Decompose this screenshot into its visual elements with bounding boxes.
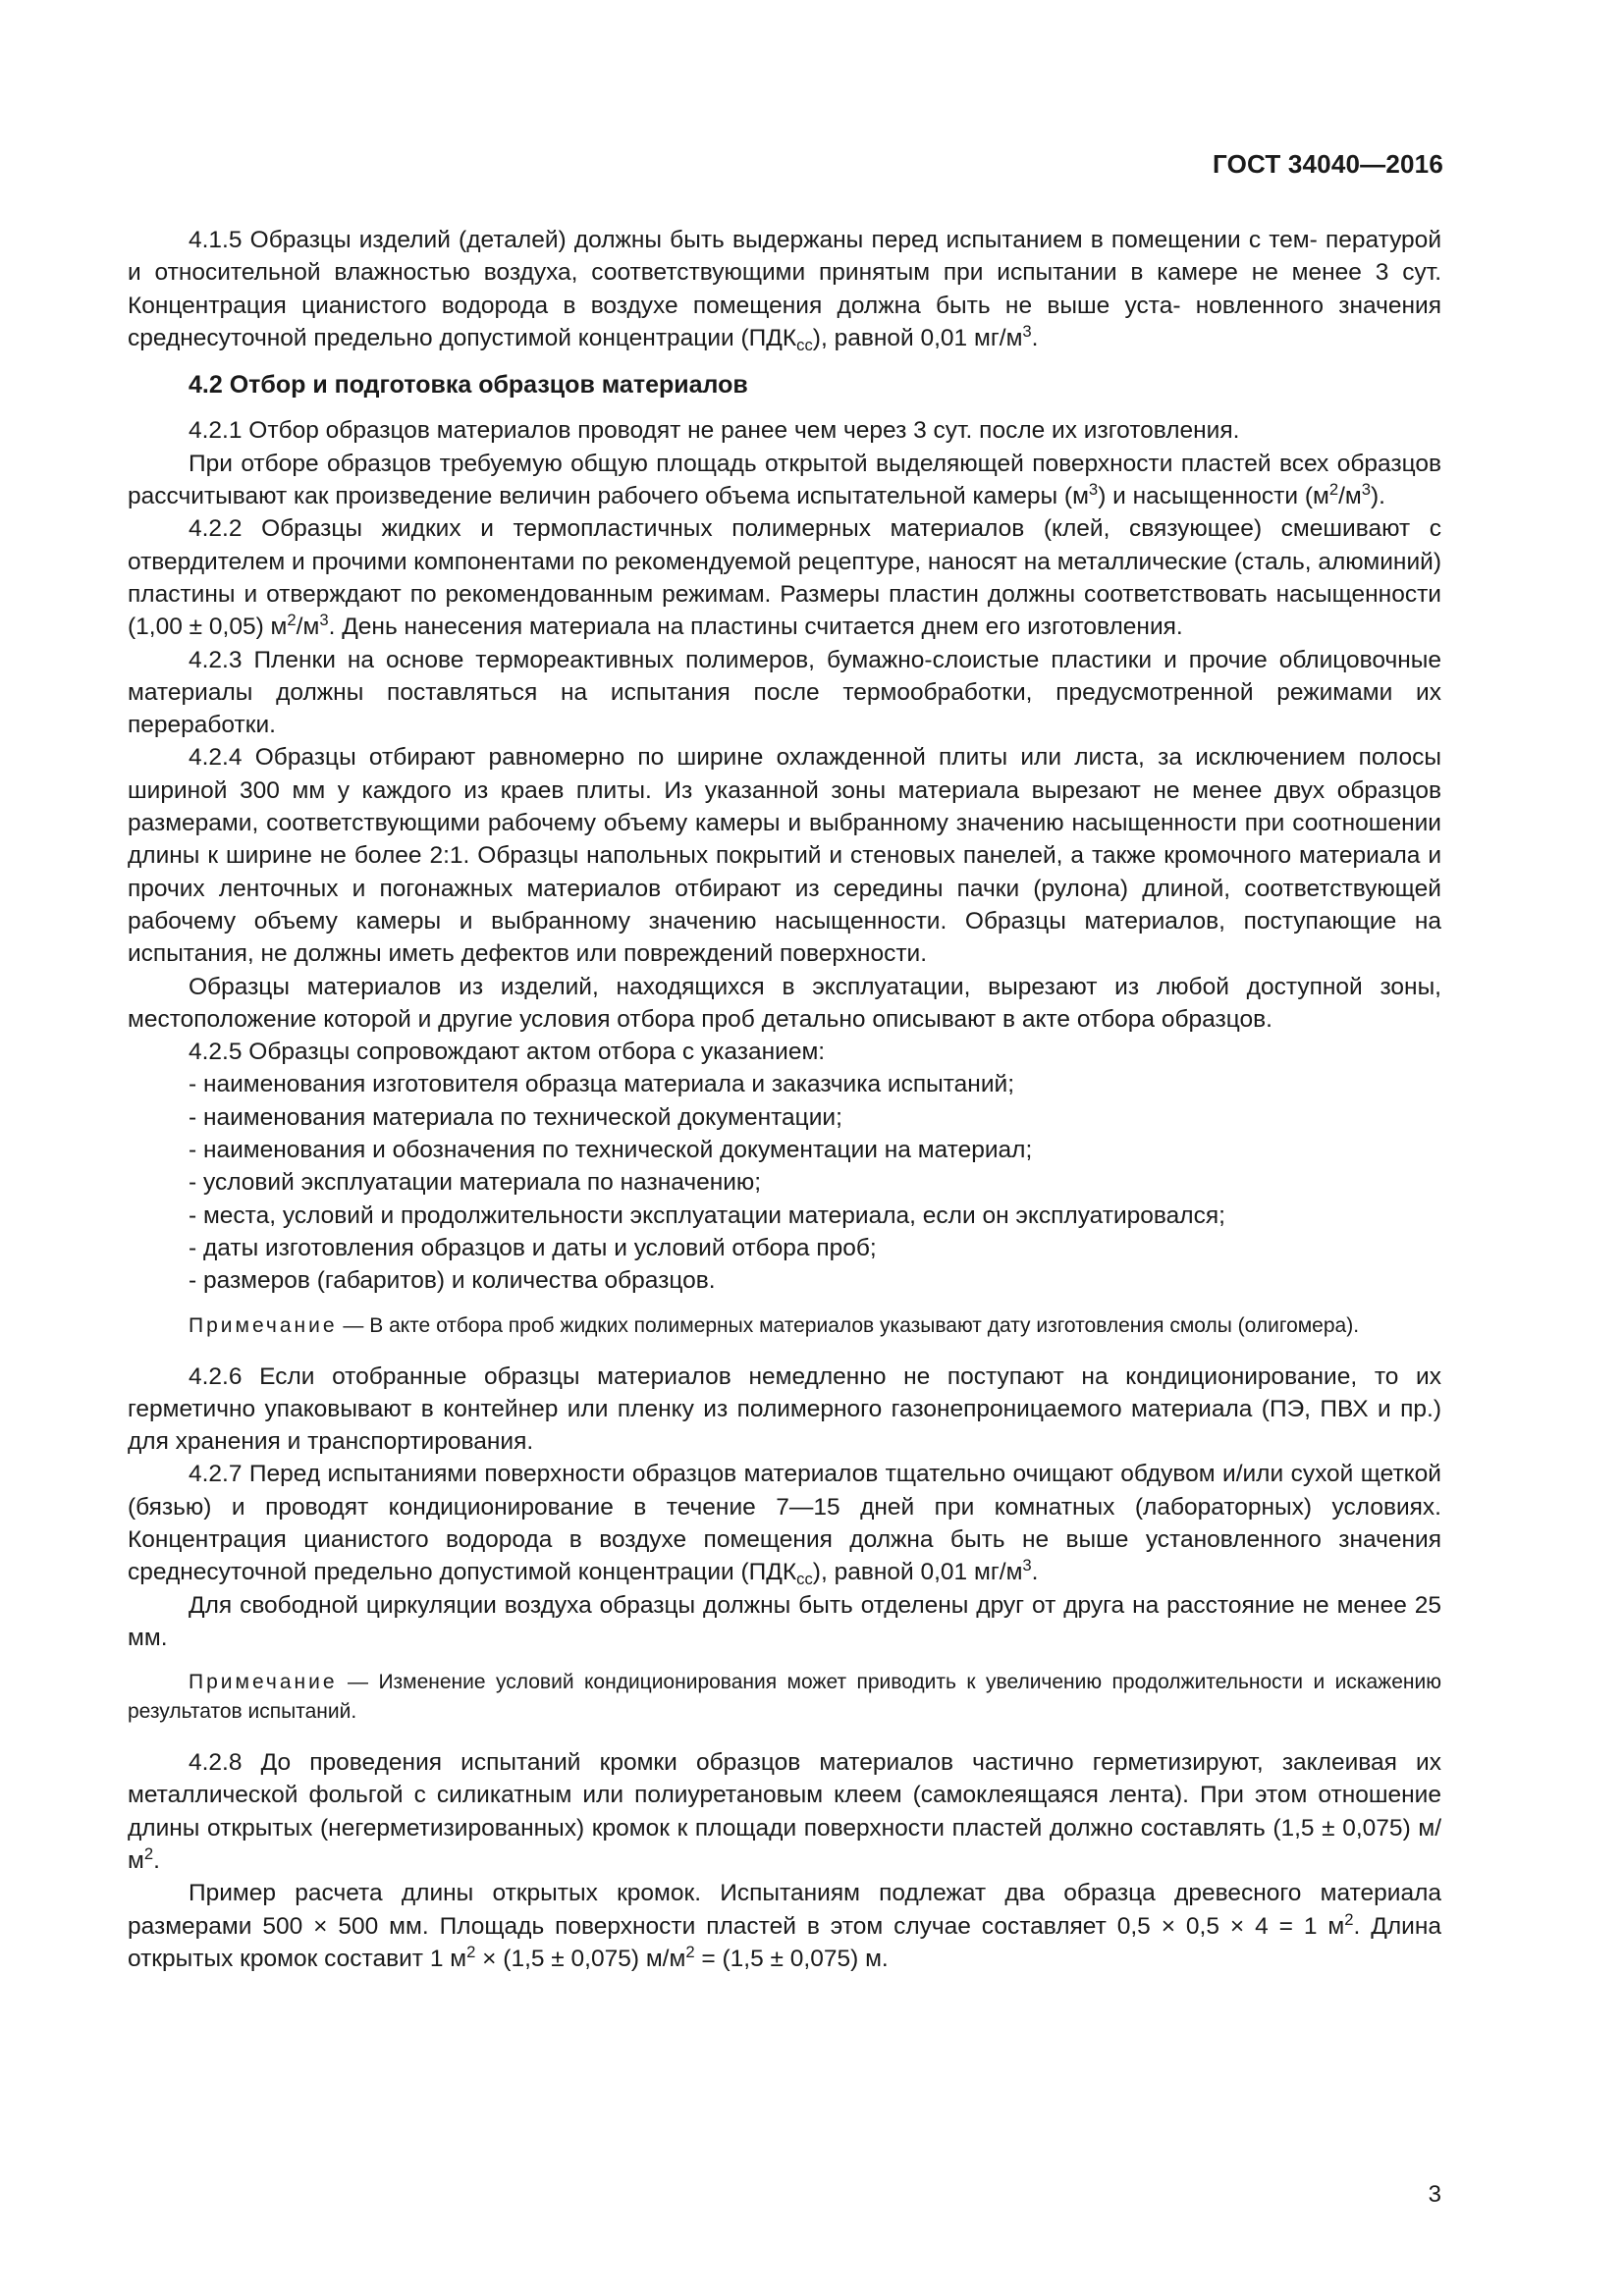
subscript: сс — [796, 1570, 813, 1589]
subscript: сс — [796, 335, 813, 354]
text-run: 4.2.2 Образцы жидких и термопластичных полимерных материалов (клей, связующее) смешивают с отвердителем и прочими компонентами по рекомендуемой рецептуре, наносят на металлические (сталь, алюминий) пластины и отверждают по рекомендованным режимам. Размеры пластин должны соответствовать насыщенности (1,00 ± 0,05) м — [128, 515, 1441, 641]
paragraph-4-2-8 — [128, 1746, 1441, 1877]
text-run: ) и насыщенности (м — [1098, 483, 1329, 510]
document-header-id: ГОСТ 34040—2016 — [1213, 149, 1443, 179]
paragraph-4-2-4: 4.2.4 Образцы отбирают равномерно по ширине охлажденной плиты или листа, за исключением полосы шириной 300 мм у каждого из краев плиты. Из указанной зоны материала вырезают не менее двух образцов размерами, соответствующими рабочему объему камеры и выбранному значению насыщенности при соотношении длины к ширине не более 2:1. Образцы напольных покрытий и стеновых панелей, а также кромочного материала и прочих ленточных и погонажных материалов отбирают из середины пачки (рулона) длиной, соответствующей рабочему объему камеры и выбранному значению насыщенности. Образцы материалов, поступающие на испытания, не должны иметь дефектов или повреждений поверхности. — [128, 744, 1441, 968]
note-1 — [128, 1311, 1441, 1341]
paragraph-4-2-4-in-service: Образцы материалов из изделий, находящихся в эксплуатации, вырезают из любой доступной зоны, местоположение которой и другие условия отбора проб детально описывают в акте отбора образцов. — [128, 973, 1441, 1033]
note-label: Примечание — [189, 1313, 338, 1337]
text-run: Пример расчета длины открытых кромок. Испытаниям подлежат два образца древесного материала размерами 500 × 500 мм. Площадь поверхности пластей в этом случае составляет 0,5 × 0,5 × 4 = 1 м — [128, 1880, 1441, 1940]
paragraph-4-2-3: 4.2.3 Пленки на основе термореактивных полимеров, бумажно-слоистые пластики и прочие облицовочные материалы должны поставляться на испытания после термообработки, предусмотренной режимами их переработки. — [128, 646, 1441, 739]
text-run: 4.2.8 До проведения испытаний кромки образцов материалов частично герметизируют, заклеивая их металлической фольгой с силикатным или полиуретановым клеем (самоклеящаяся лента). При этом отношение длины открытых (негерметизированных) кромок к площади поверхности пластей должно составлять (1,5 ± 0,075) м/м — [128, 1749, 1441, 1875]
paragraph-4-1-5 — [128, 224, 1441, 354]
text-run: = (1,5 ± 0,075) м. — [694, 1945, 889, 1972]
note-label: Примечание — [189, 1671, 338, 1694]
paragraph-4-2-1: 4.2.1 Отбор образцов материалов проводят не ранее чем через 3 сут. после их изготовления. — [189, 417, 1240, 445]
note-text: — Изменение условий кондиционирования может приводить к увеличению продолжительности и искажению результатов испытаний. — [128, 1671, 1441, 1724]
text-run: . Длина открытых кромок составит 1 м — [128, 1912, 1441, 1972]
list-item: - условий эксплуатации материала по назначению; — [189, 1169, 762, 1197]
paragraph-4-2-5: 4.2.5 Образцы сопровождают актом отбора с указанием: — [189, 1039, 826, 1066]
paragraph-4-2-7-spacing: Для свободной циркуляции воздуха образцы должны быть отделены друг от друга на расстояние не менее 25 мм. — [128, 1591, 1441, 1651]
list-item: - наименования материала по технической документации; — [189, 1103, 842, 1131]
list-item: - даты изготовления образцов и даты и условий отбора проб; — [189, 1234, 877, 1261]
text-run: пературой и относительной влажностью воздуха, соответствующими принятым при испытании в камере — [128, 227, 1441, 287]
text-run: /м — [1338, 483, 1362, 510]
list-item: - размеров (габаритов) и количества образцов. — [189, 1267, 716, 1295]
paragraph-example — [128, 1877, 1441, 1975]
text-run: . — [153, 1847, 160, 1875]
superscript: 3 — [1361, 479, 1372, 499]
paragraph-4-2-6: 4.2.6 Если отобранные образцы материалов немедленно не поступают на кондиционирование, то их герметично упаковывают в контейнер или пленку из полимерного газонепроницаемого материала (ПЭ, ПВХ и пр.) для хранения и транспортирования. — [128, 1362, 1441, 1456]
text-run: ). — [1371, 483, 1385, 510]
paragraph-4-2-7 — [128, 1458, 1441, 1588]
section-heading-4-2: 4.2 Отбор и подготовка образцов материалов — [189, 371, 748, 400]
text-run: 4.1.5 Образцы изделий (деталей) должны быть выдержаны перед испытанием в помещении с тем- — [189, 227, 1318, 253]
text-run: ), равной 0,01 мг/м — [812, 324, 1023, 351]
superscript: 2 — [1328, 479, 1339, 499]
paragraph-4-2-2 — [128, 512, 1441, 643]
list-item: - наименования и обозначения по технической документации на материал; — [189, 1137, 1033, 1164]
superscript: 2 — [287, 611, 297, 630]
superscript: 3 — [1022, 321, 1032, 341]
text-run: новленного значения среднесуточной предельно допустимой концентрации (ПДК — [128, 292, 1442, 351]
superscript: 2 — [685, 1942, 695, 1961]
superscript: 2 — [466, 1942, 476, 1961]
document-body — [128, 224, 1441, 1975]
paragraph-4-2-1-area — [128, 448, 1441, 513]
text-run: . — [1031, 324, 1039, 351]
text-run: . День нанесения материала на пластины считается днем его изготовления. — [328, 614, 1183, 641]
list-item: - наименования изготовителя образца материала и заказчика испытаний; — [189, 1071, 1015, 1098]
superscript: 2 — [143, 1843, 154, 1863]
text-run: не менее 3 сут. Концентрация цианистого водорода в воздухе помещения должна быть не выше уста- — [128, 259, 1441, 319]
text-run: /м — [296, 614, 320, 641]
text-run: При отборе образцов требуемую общую площадь открытой выделяющей поверхности пластей всех образцов рассчитывают как произведение величин рабочего объема испытательной камеры (м — [128, 450, 1441, 510]
text-run: 4.2.7 Перед испытаниями поверхности образцов материалов тщательно очищают обдувом и/или сухой щеткой (бязью) и проводят кондиционирование в течение 7—15 дней при комнатных (лабораторных) условиях. Концентрация цианистого водорода в воздухе помещения должна быть не выше установленного значения среднесуточной предельно допустимой концентрации (ПДК — [128, 1461, 1441, 1586]
superscript: 3 — [1088, 479, 1099, 499]
note-2 — [128, 1668, 1441, 1727]
list-4-2-5 — [128, 1068, 1441, 1297]
list-item: - места, условий и продолжительности эксплуатации материала, если он эксплуатировался; — [189, 1201, 1225, 1229]
note-text: — В акте отбора проб жидких полимерных материалов указывают дату изготовления смолы (олигомера). — [337, 1313, 1360, 1337]
superscript: 2 — [1344, 1909, 1354, 1929]
superscript: 3 — [1022, 1556, 1032, 1575]
text-run: ), равной 0,01 мг/м — [812, 1559, 1023, 1586]
page-number: 3 — [1428, 2181, 1441, 2208]
text-run: × (1,5 ± 0,075) м/м — [475, 1945, 686, 1972]
text-run: . — [1031, 1559, 1039, 1586]
superscript: 3 — [319, 611, 329, 630]
